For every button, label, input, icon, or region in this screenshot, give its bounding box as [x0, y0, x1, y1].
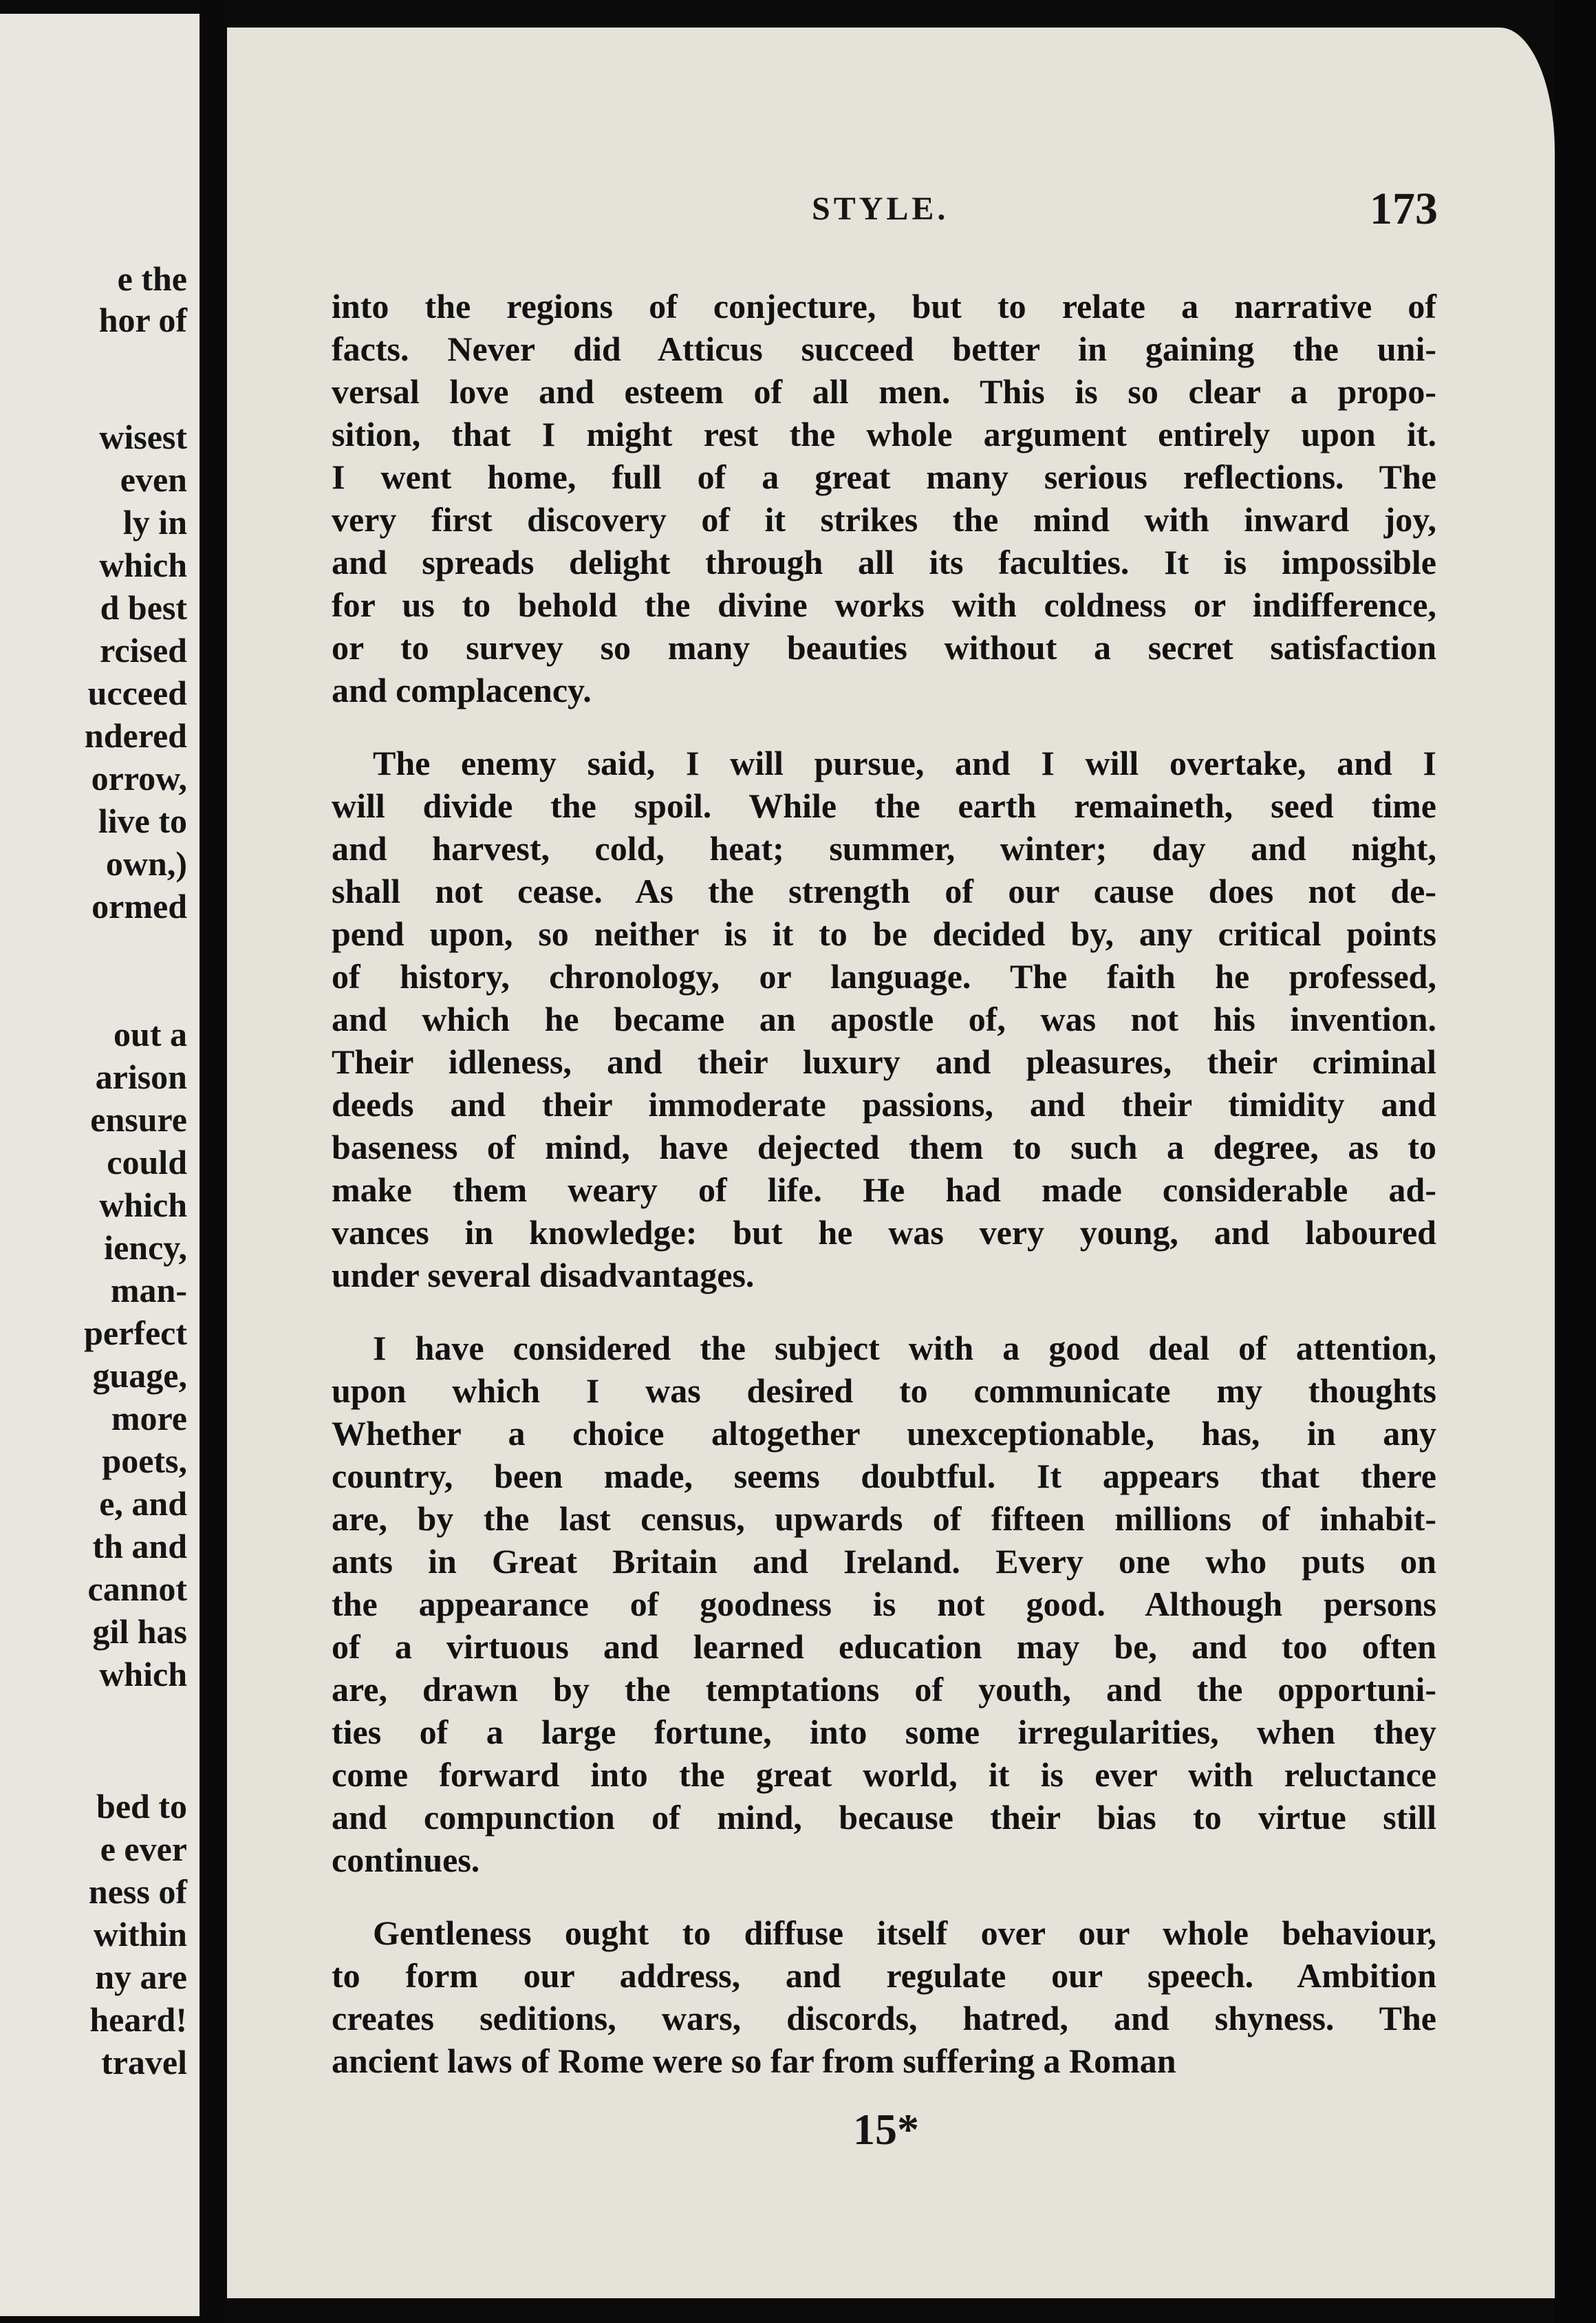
- text-line: of a virtuous and learned education may be, and too often: [332, 1627, 1436, 1666]
- text-line: pend upon, so neither is it to be decided by, any critical points: [332, 914, 1436, 953]
- left-page-fragment: [0, 14, 200, 2316]
- text-line: make them weary of life. He had made considerable ad-: [332, 1170, 1436, 1209]
- page-number: 173: [1370, 184, 1438, 234]
- text-line: creates seditions, wars, discords, hatred, and shyness. The: [332, 1999, 1436, 2037]
- text-line: ants in Great Britain and Ireland. Every one who puts on: [332, 1542, 1436, 1581]
- text-line: baseness of mind, have dejected them to such a degree, as to: [332, 1128, 1436, 1166]
- text-line: or to survey so many beauties without a secret satisfaction: [332, 628, 1436, 667]
- text-line: and compunction of mind, because their bias to virtue still: [332, 1798, 1436, 1837]
- text-line: shall not cease. As the strength of our cause does not de-: [332, 872, 1436, 910]
- left-page-text-fragment: could: [107, 1143, 187, 1181]
- text-line: to form our address, and regulate our speech. Ambition: [332, 1956, 1436, 1995]
- text-line: under several disadvantages.: [332, 1256, 755, 1294]
- page-edge-shadow: [1555, 0, 1596, 2323]
- left-page-text-fragment: wisest: [99, 418, 187, 456]
- left-page-text-fragment: which: [99, 1655, 187, 1693]
- text-line: Whether a choice altogether unexceptionable, has, in any: [332, 1414, 1436, 1453]
- text-line: I have considered the subject with a good deal of attention,: [373, 1329, 1436, 1367]
- left-page-text-fragment: travel: [101, 2043, 187, 2081]
- text-line: and harvest, cold, heat; summer, winter; day and night,: [332, 829, 1436, 868]
- left-page-text-fragment: out a: [114, 1015, 187, 1053]
- text-line: for us to behold the divine works with coldness or indifference,: [332, 586, 1436, 624]
- text-line: sition, that I might rest the whole argument entirely upon it.: [332, 415, 1436, 453]
- paragraph: [332, 742, 1436, 1296]
- text-line: versal love and esteem of all men. This is so clear a propo-: [332, 372, 1436, 411]
- text-line: continues.: [332, 1841, 480, 1879]
- text-line: and spreads delight through all its faculties. It is impossible: [332, 543, 1436, 581]
- running-header: [316, 184, 1438, 238]
- left-page-text-fragment: e ever: [100, 1830, 187, 1868]
- text-line: are, by the last census, upwards of fifteen millions of inhabit-: [332, 1499, 1436, 1538]
- left-page-text-fragment: guage,: [92, 1356, 187, 1395]
- text-line: of history, chronology, or language. The faith he professed,: [332, 957, 1436, 996]
- left-page-text-fragment: poets,: [102, 1442, 187, 1480]
- body-text: [332, 285, 1436, 2112]
- text-line: vances in knowledge: but he was very young, and laboured: [332, 1213, 1436, 1252]
- text-line: ancient laws of Rome were so far from suffering a Roman: [332, 2042, 1176, 2080]
- left-page-text-fragment: within: [93, 1915, 187, 1953]
- text-line: and which he became an apostle of, was not his invention.: [332, 1000, 1436, 1038]
- left-page-text-fragment: ly in: [122, 503, 187, 542]
- left-page-text-fragment: ndered: [84, 716, 187, 755]
- left-page-text-fragment: arison: [95, 1058, 187, 1096]
- text-line: very first discovery of it strikes the mind with inward joy,: [332, 500, 1436, 539]
- text-line: are, drawn by the temptations of youth, and the opportuni-: [332, 1670, 1436, 1709]
- left-page-text-fragment: ness of: [88, 1872, 187, 1911]
- text-line: facts. Never did Atticus succeed better in gaining the uni-: [332, 330, 1436, 368]
- left-page-text-fragment: rcised: [100, 631, 187, 670]
- text-line: ties of a large fortune, into some irregularities, when they: [332, 1713, 1436, 1751]
- text-line: upon which I was desired to communicate my thoughts: [332, 1371, 1436, 1410]
- left-page-text-fragment: which: [99, 546, 187, 584]
- left-page-text-fragment: even: [120, 460, 187, 499]
- left-page-text-fragment: perfect: [84, 1314, 187, 1352]
- book-gutter: [200, 0, 227, 2323]
- left-page-text-fragment: cannot: [87, 1570, 187, 1608]
- text-line: The enemy said, I will pursue, and I will overtake, and I: [373, 744, 1436, 782]
- left-page-text-fragment: ucceed: [87, 674, 187, 712]
- left-page-text-fragment: e the: [117, 259, 187, 298]
- text-line: come forward into the great world, it is ever with reluctance: [332, 1755, 1436, 1794]
- left-page-text-fragment: which: [99, 1186, 187, 1224]
- left-page-text-fragment: man-: [110, 1271, 187, 1309]
- left-page-text-fragment: gil has: [92, 1612, 187, 1651]
- left-page-text-fragment: orrow,: [91, 759, 187, 797]
- left-page-text-fragment: hor of: [98, 301, 187, 339]
- running-title: STYLE.: [812, 191, 949, 227]
- text-line: Gentleness ought to diffuse itself over our whole behaviour,: [373, 1914, 1436, 1952]
- text-line: Their idleness, and their luxury and pleasures, their criminal: [332, 1042, 1436, 1081]
- text-line: the appearance of goodness is not good. Although persons: [332, 1585, 1436, 1623]
- left-page-text-fragment: e, and: [99, 1484, 187, 1523]
- paragraph: [332, 1327, 1436, 1881]
- paragraph: [332, 1912, 1436, 2082]
- paragraph: [332, 285, 1436, 711]
- left-page-text-fragment: ny are: [95, 1958, 187, 1996]
- left-page-text-fragment: iency,: [104, 1228, 187, 1267]
- left-page-text-fragment: own,): [105, 844, 187, 883]
- left-page-text-fragment: live to: [98, 802, 187, 840]
- text-line: I went home, full of a great many serious reflections. The: [332, 458, 1436, 496]
- left-page-text-fragment: heard!: [89, 2000, 187, 2039]
- text-line: deeds and their immoderate passions, and their timidity and: [332, 1085, 1436, 1124]
- left-page-text-fragment: d best: [100, 588, 187, 627]
- text-line: and complacency.: [332, 671, 592, 709]
- left-page-text-fragment: bed to: [96, 1787, 187, 1826]
- left-page-text-fragment: th and: [92, 1527, 187, 1565]
- text-line: will divide the spoil. While the earth remaineth, seed time: [332, 786, 1436, 825]
- left-page-text-fragment: more: [111, 1399, 187, 1437]
- text-line: country, been made, seems doubtful. It appears that there: [332, 1457, 1436, 1495]
- left-page-text-fragment: ensure: [90, 1100, 187, 1139]
- signature-mark: 15*: [853, 2105, 919, 2154]
- text-line: into the regions of conjecture, but to relate a narrative of: [332, 287, 1436, 325]
- left-page-text-fragment: ormed: [91, 887, 187, 925]
